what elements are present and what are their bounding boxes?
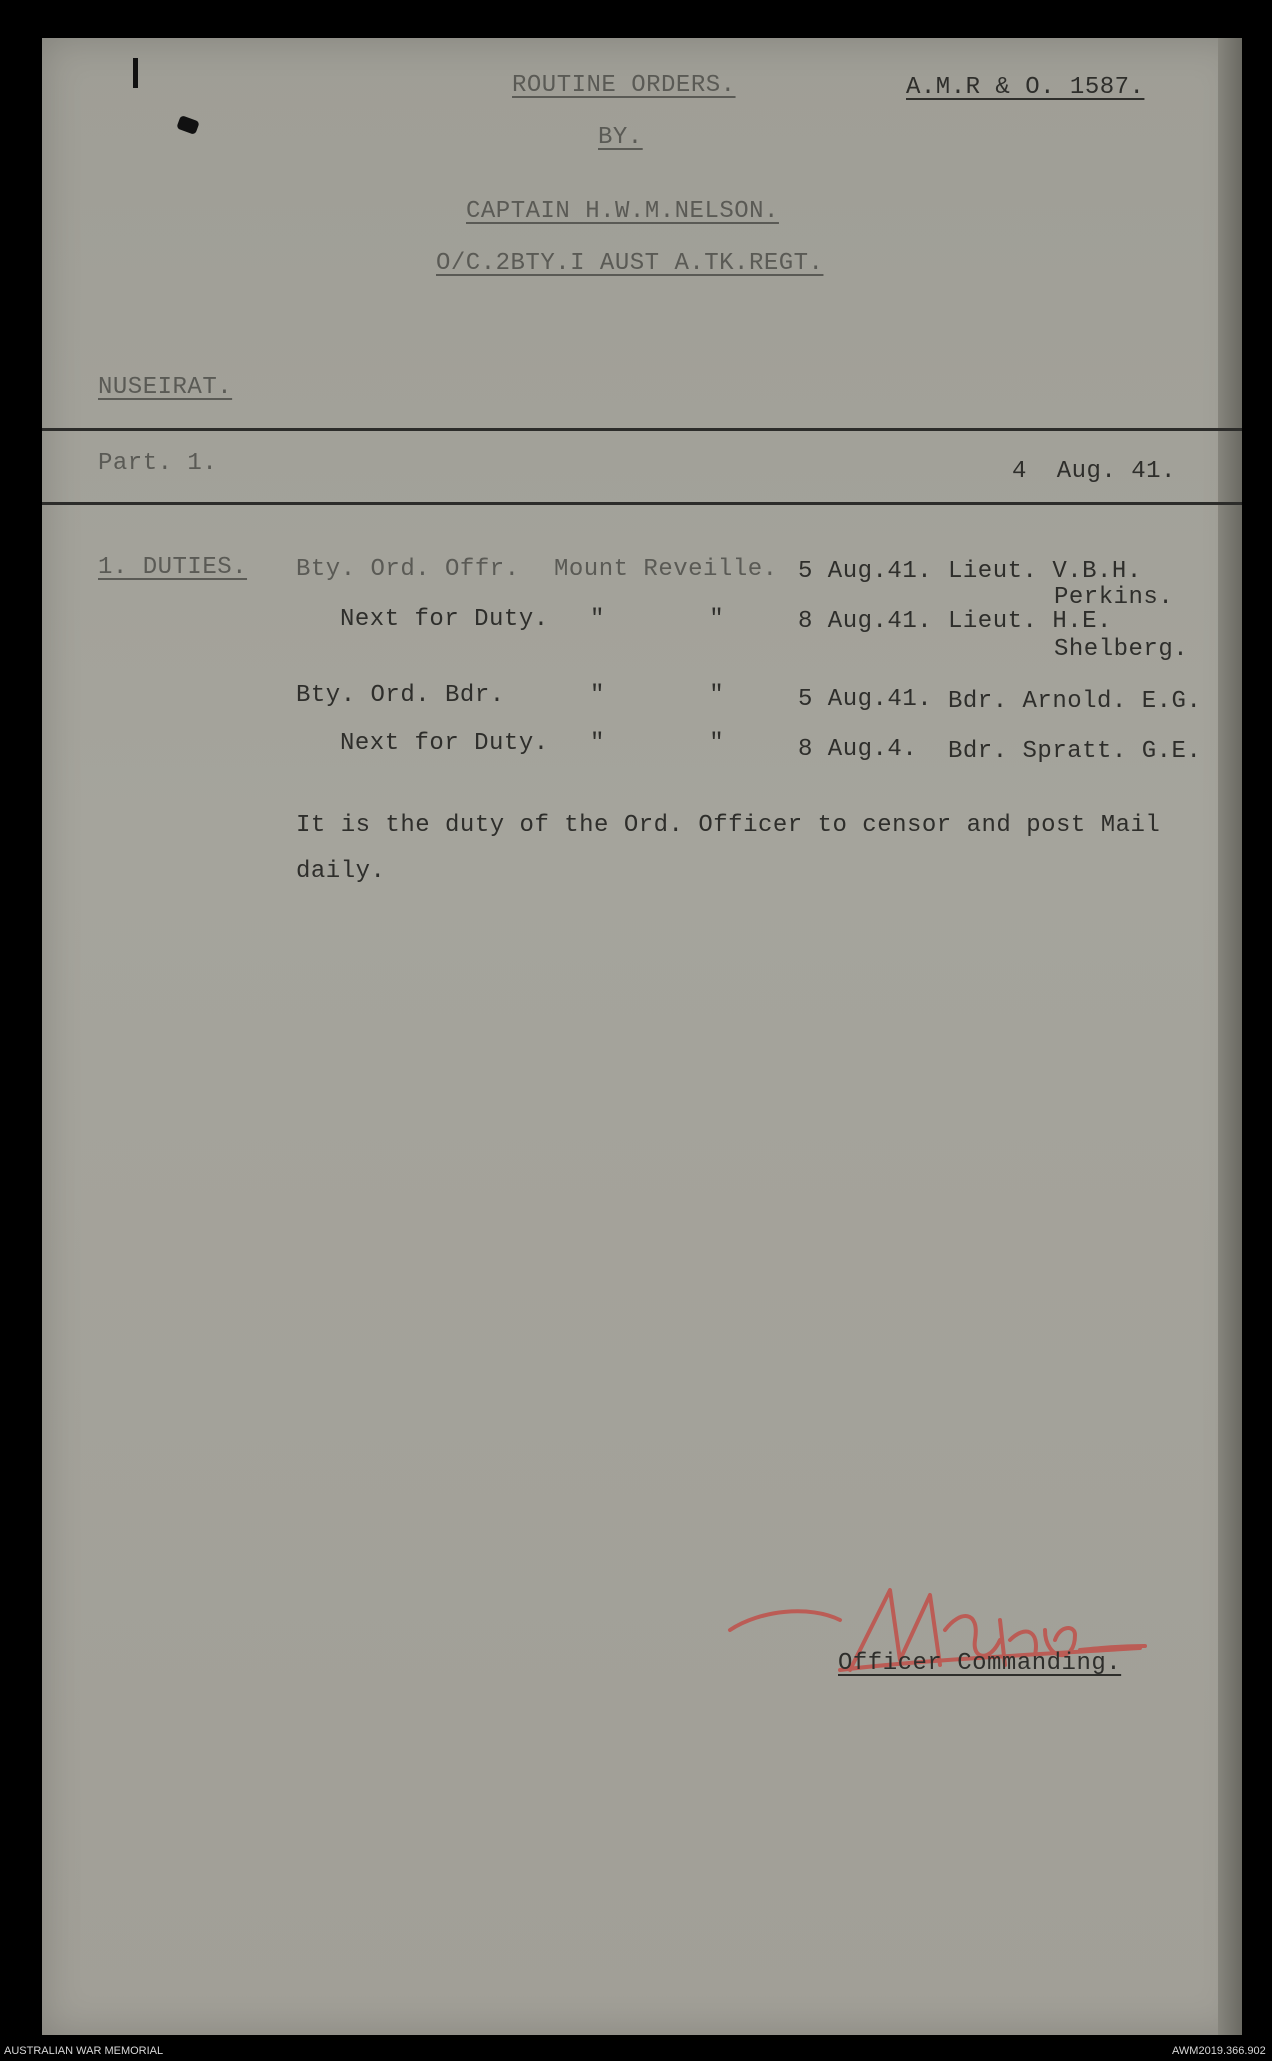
location: NUSEIRAT. (98, 374, 233, 401)
paper-mark (133, 58, 138, 88)
duty-ditto: " " (590, 606, 725, 633)
part-label: Part. 1. (98, 450, 218, 477)
archive-id: AWM2019.366.902 (1172, 2045, 1266, 2057)
order-date: 4 Aug. 41. (1012, 458, 1176, 485)
duty-name-cont: Shelberg. (1054, 636, 1189, 663)
document-title: ROUTINE ORDERS. (512, 72, 736, 99)
duty-date: 8 Aug.41. (798, 608, 933, 635)
duty-name: Lieut. V.B.H. (948, 558, 1142, 585)
duty-date: 8 Aug.4. (798, 736, 918, 763)
signoff: Officer Commanding. (838, 1650, 1122, 1677)
page-edge (1218, 38, 1242, 2035)
duty-ditto: " " (590, 682, 725, 709)
document-page (42, 38, 1242, 2035)
duty-name-cont: Perkins. (1054, 584, 1174, 611)
duty-ditto: " " (590, 730, 725, 757)
by-line: BY. (598, 124, 643, 151)
duty-name: Bdr. Arnold. E.G. (948, 688, 1202, 715)
duty-place: Mount Reveille. (554, 556, 778, 583)
duty-role: Bty. Ord. Bdr. (296, 682, 505, 709)
section-heading: 1. DUTIES. (98, 554, 248, 581)
duty-role: Bty. Ord. Offr. (296, 556, 520, 583)
duty-role: Next for Duty. (340, 606, 549, 633)
officer-name: CAPTAIN H.W.M.NELSON. (466, 198, 779, 225)
duty-role: Next for Duty. (340, 730, 549, 757)
divider-bottom (42, 502, 1242, 505)
unit-name: O/C.2BTY.I AUST A.TK.REGT. (436, 250, 824, 277)
duty-date: 5 Aug.41. (798, 686, 933, 713)
duty-date: 5 Aug.41. (798, 558, 933, 585)
duty-note: daily. (296, 858, 386, 885)
duty-note: It is the duty of the Ord. Officer to censor and post Mail (296, 812, 1161, 839)
archive-credit: AUSTRALIAN WAR MEMORIAL (4, 2045, 164, 2057)
document-reference: A.M.R & O. 1587. (906, 74, 1145, 101)
duty-name: Lieut. H.E. (948, 608, 1112, 635)
duty-name: Bdr. Spratt. G.E. (948, 738, 1202, 765)
divider-top (42, 428, 1242, 431)
